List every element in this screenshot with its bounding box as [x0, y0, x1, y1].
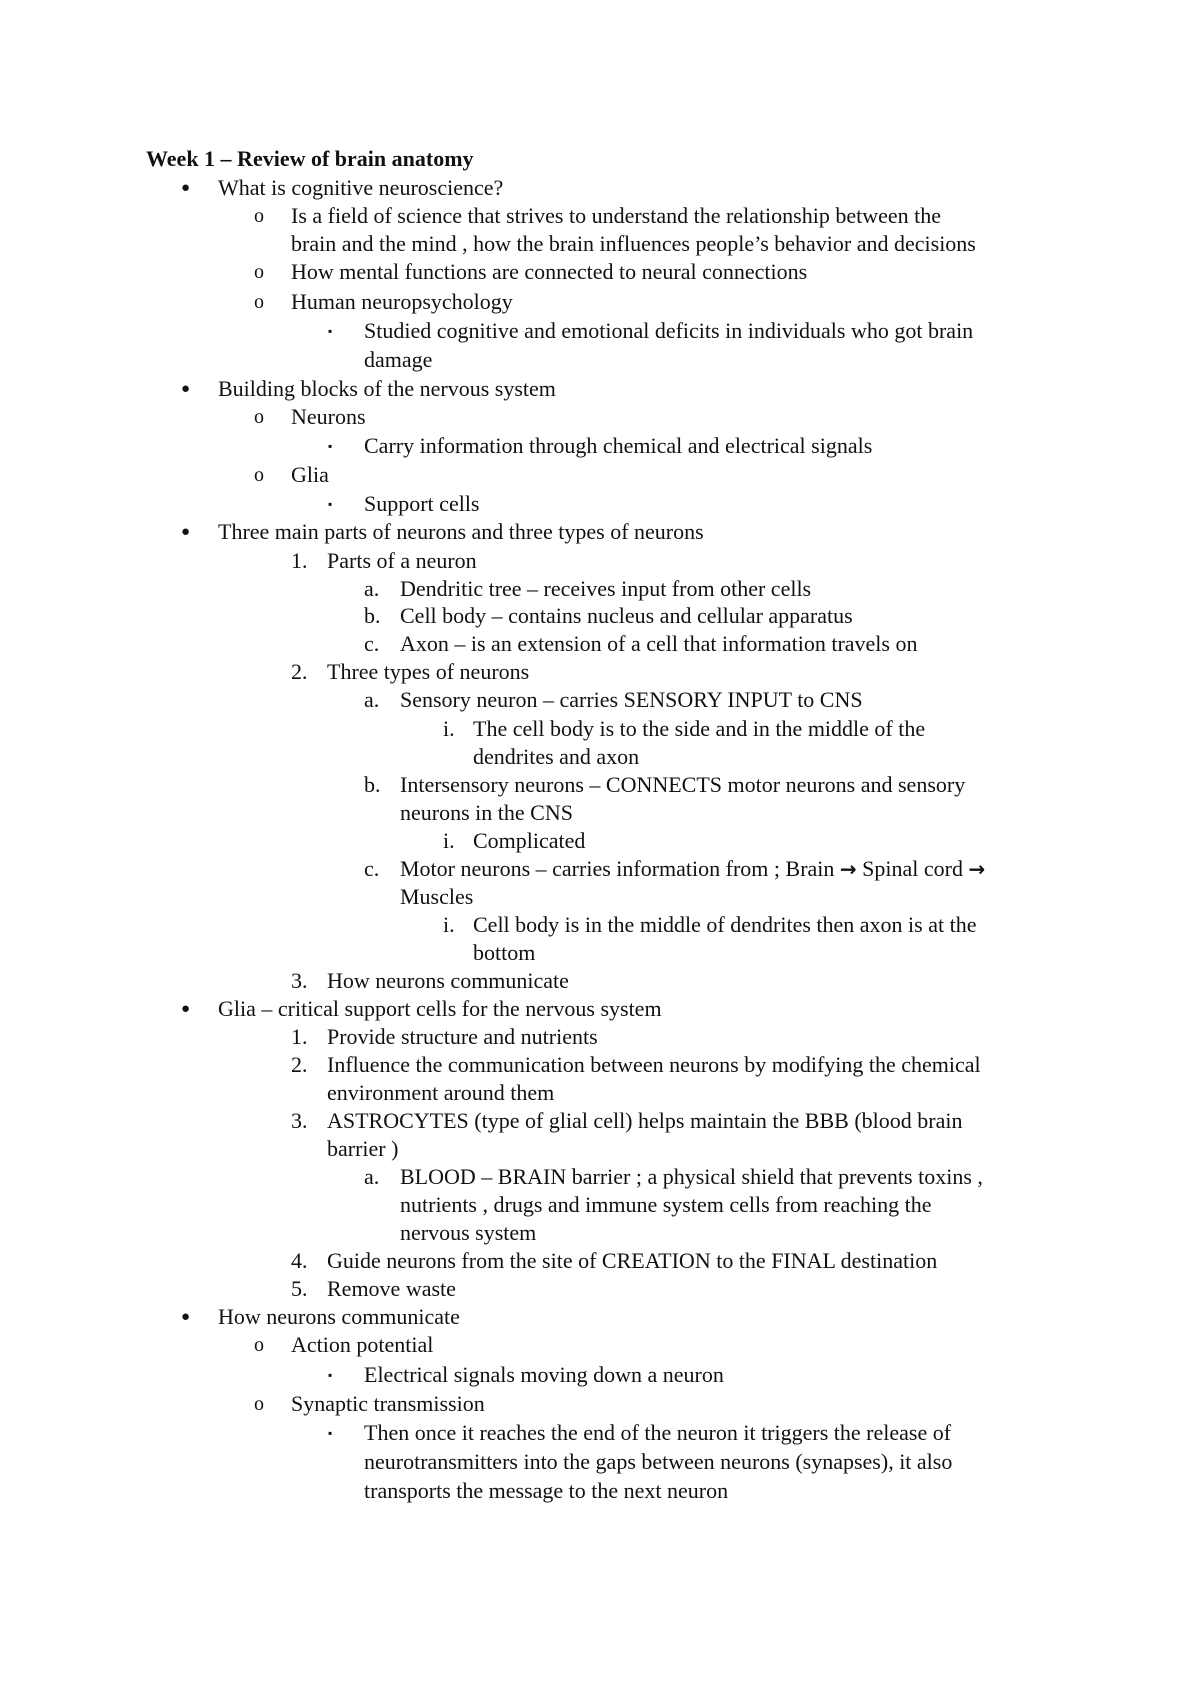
square-bullet-marker: ▪ [328, 439, 333, 453]
list-item-text: Parts of a neuron [327, 548, 477, 573]
list-item-text: Influence the communication between neurons by modifying the chemical [327, 1052, 981, 1077]
hollow-bullet-marker: o [254, 464, 264, 486]
list-item-text: barrier ) [327, 1136, 399, 1161]
list-item-text: neurons in the CNS [400, 800, 573, 825]
list-item-text: Three types of neurons [327, 659, 530, 684]
motor-neuron-text-start: Motor neurons – carries information from ; Brain [400, 856, 835, 881]
list-item-text: How neurons communicate [327, 968, 569, 993]
list-item-text: Dendritic tree – receives input from other cells [400, 576, 812, 601]
motor-neuron-text-mid: Spinal cord [862, 856, 963, 881]
roman-marker: i. [443, 912, 455, 937]
section-heading-cognitive-neuroscience: What is cognitive neuroscience? [218, 175, 504, 200]
hollow-bullet-marker: o [254, 1393, 264, 1415]
bullet-marker: ● [181, 1309, 191, 1325]
list-item-text: Complicated [473, 828, 586, 853]
bullet-marker: ● [181, 381, 191, 397]
list-item-text: Cell body – contains nucleus and cellular apparatus [400, 603, 853, 628]
bullet-marker: ● [181, 524, 191, 540]
number-marker: 3. [291, 968, 308, 993]
list-item-text: transports the message to the next neuron [364, 1478, 729, 1503]
list-item-text: The cell body is to the side and in the middle of the [473, 716, 926, 741]
arrow-right-icon: → [839, 857, 857, 881]
list-item-text: Carry information through chemical and electrical signals [364, 433, 873, 458]
list-item-text: Then once it reaches the end of the neuron it triggers the release of [364, 1420, 952, 1445]
hollow-bullet-marker: o [254, 261, 264, 283]
list-item-text: Support cells [364, 491, 480, 516]
list-item-text: damage [364, 347, 433, 372]
number-marker: 2. [291, 1052, 308, 1077]
hollow-bullet-marker: o [254, 1334, 264, 1356]
list-item-text: dendrites and axon [473, 744, 640, 769]
number-marker: 1. [291, 1024, 308, 1049]
list-item-text: brain and the mind , how the brain influences people’s behavior and decisions [291, 231, 976, 256]
letter-marker: c. [364, 856, 380, 881]
list-item-text: Studied cognitive and emotional deficits in individuals who got brain [364, 318, 974, 343]
section-heading-building-blocks: Building blocks of the nervous system [218, 376, 556, 401]
list-item-text: Sensory neuron – carries SENSORY INPUT to CNS [400, 687, 863, 712]
list-item-text: Guide neurons from the site of CREATION to the FINAL destination [327, 1248, 938, 1273]
document-title: Week 1 – Review of brain anatomy [146, 146, 474, 171]
list-item-text: Action potential [291, 1332, 434, 1357]
list-item-text: neurotransmitters into the gaps between neurons (synapses), it also [364, 1449, 953, 1474]
list-item-text: environment around them [327, 1080, 555, 1105]
square-bullet-marker: ▪ [328, 497, 333, 511]
hollow-bullet-marker: o [254, 205, 264, 227]
list-item-text: BLOOD – BRAIN barrier ; a physical shield that prevents toxins , [400, 1164, 983, 1189]
number-marker: 5. [291, 1276, 308, 1301]
letter-marker: a. [364, 576, 380, 601]
list-item-text: Muscles [400, 884, 474, 909]
square-bullet-marker: ▪ [328, 1368, 333, 1382]
hollow-bullet-marker: o [254, 291, 264, 313]
list-item-text: How mental functions are connected to neural connections [291, 259, 808, 284]
list-item-text: Cell body is in the middle of dendrites then axon is at the [473, 912, 977, 937]
letter-marker: a. [364, 687, 380, 712]
list-item-text: Axon – is an extension of a cell that information travels on [400, 631, 918, 656]
letter-marker: c. [364, 631, 380, 656]
list-item-text: Neurons [291, 404, 366, 429]
square-bullet-marker: ▪ [328, 1426, 333, 1440]
roman-marker: i. [443, 716, 455, 741]
hollow-bullet-marker: o [254, 406, 264, 428]
square-bullet-marker: ▪ [328, 324, 333, 338]
list-item-text: Glia [291, 462, 329, 487]
arrow-right-icon: → [968, 857, 986, 881]
section-heading-neuron-parts-types: Three main parts of neurons and three types of neurons [218, 519, 704, 544]
list-item-text: nutrients , drugs and immune system cells from reaching the [400, 1192, 932, 1217]
letter-marker: b. [364, 772, 381, 797]
list-item-text: Is a field of science that strives to understand the relationship between the [291, 203, 942, 228]
letter-marker: a. [364, 1164, 380, 1189]
number-marker: 4. [291, 1248, 308, 1273]
list-item-text: Synaptic transmission [291, 1391, 485, 1416]
list-item-text: Human neuropsychology [291, 289, 513, 314]
bullet-marker: ● [181, 1001, 191, 1017]
list-item-text: Provide structure and nutrients [327, 1024, 598, 1049]
roman-marker: i. [443, 828, 455, 853]
list-item-text [400, 855, 985, 883]
bullet-marker: ● [181, 180, 191, 196]
number-marker: 2. [291, 659, 308, 684]
section-heading-glia: Glia – critical support cells for the nervous system [218, 996, 662, 1021]
list-item-text: nervous system [400, 1220, 537, 1245]
number-marker: 1. [291, 548, 308, 573]
section-heading-neuron-communication: How neurons communicate [218, 1304, 460, 1329]
list-item-text: bottom [473, 940, 536, 965]
list-item-text: Remove waste [327, 1276, 456, 1301]
number-marker: 3. [291, 1108, 308, 1133]
letter-marker: b. [364, 603, 381, 628]
list-item-text: Intersensory neurons – CONNECTS motor neurons and sensory [400, 772, 966, 797]
list-item-text: ASTROCYTES (type of glial cell) helps maintain the BBB (blood brain [327, 1108, 963, 1133]
list-item-text: Electrical signals moving down a neuron [364, 1362, 724, 1387]
